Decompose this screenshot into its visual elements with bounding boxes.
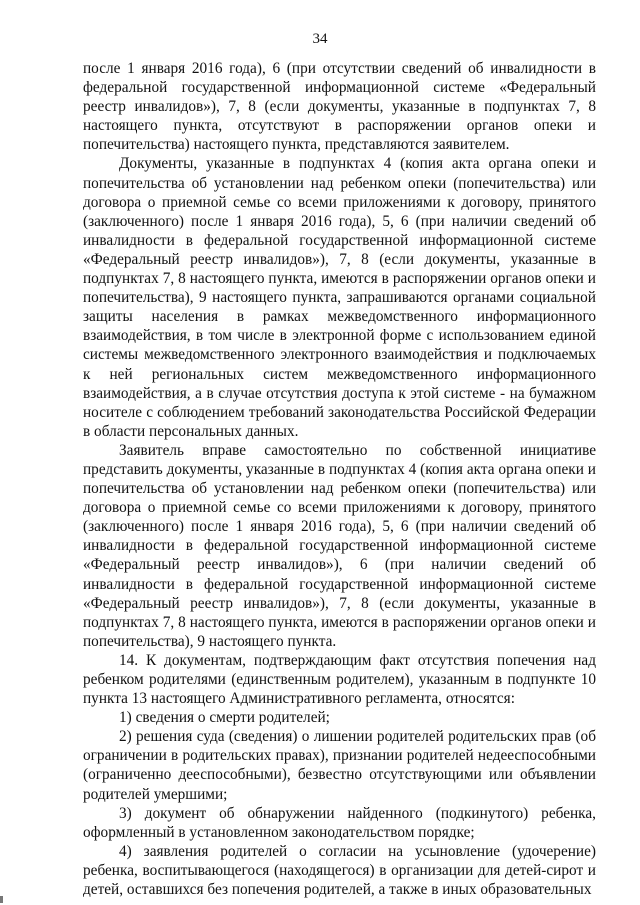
paragraph-applicant-right: Заявитель вправе самостоятельно по собственной инициативе представить документы, указанные в подпунктах 4 (копия акта органа опеки и попечительства об установлении над ребенком опеки (попечительства) или договора о приемной семье со всеми приложениями к договору, принятого (заключенного) после 1 января 2016 года), 5, 6 (при наличии сведений об инвалидности в федеральной государственной информационной системе «Федеральный реестр инвалидов»), 6 (при наличии сведений об инвалидности в федеральной государственной информационной системе «Федеральный реестр инвалидов»), 7, 8 (если документы, указанные в подпунктах 7, 8 настоящего пункта, имеются в распоряжении органов опеки и попечительства), 9 настоящего пункта. (83, 441, 596, 650)
paragraph-clause-14: 14. К документам, подтверждающим факт отсутствия попечения над ребенком родителями (единственным родителем), указанным в подпункте 10 пункта 13 настоящего Административного регламента, относятся: (83, 651, 596, 708)
list-item-4: 4) заявления родителей о согласии на усыновление (удочерение) ребенка, воспитывающегося (находящегося) в организации для детей-сирот и детей, оставшихся без попечения родителей, а также в иных образовательных (83, 842, 596, 899)
paragraph-continuation: после 1 января 2016 года), 6 (при отсутствии сведений об инвалидности в федеральной государственной информационной системе «Федеральный реестр инвалидов»), 7, 8 (если документы, указанные в подпунктах 7, 8 настоящего пункта, отсутствуют в распоряжении органов опеки и попечительства) настоящего пункта, представляются заявителем. (83, 60, 596, 154)
page-number: 34 (312, 31, 328, 47)
scan-artifact (0, 896, 3, 903)
paragraph-documents-requested: Документы, указанные в подпунктах 4 (копия акта органа опеки и попечительства об установлении над ребенком опеки (попечительства) или договора о приемной семье со всеми приложениями к договору, принятого (заключенного) после 1 января 2016 года), 5, 6 (при наличии сведений об инвалидности в федеральной государственной информационной системе «Федеральный реестр инвалидов»), 7, 8 (если документы, указанные в подпунктах 7, 8 настоящего пункта, имеются в распоряжении органов опеки и попечительства), 9 настоящего пункта, запрашиваются органами социальной защиты населения в рамках межведомственного информационного взаимодействия, в том числе в электронной форме с использованием единой системы межведомственного электронного взаимодействия и подключаемых к ней региональных систем межведомственного информационного взаимодействия, а в случае отсутствия доступа к этой системе - на бумажном носителе с соблюдением требований законодательства Российской Федерации в области персональных данных. (83, 155, 596, 440)
list-item-3: 3) документ об обнаружении найденного (подкинутого) ребенка, оформленный в установленном законодательством порядке; (83, 804, 596, 841)
list-item-2: 2) решения суда (сведения) о лишении родителей родительских прав (об ограничении в родительских правах), признании родителей недееспособными (ограниченно дееспособными), безвестно отсутствующими или объявлении родителей умершими; (83, 728, 596, 803)
document-body (83, 59, 596, 899)
list-item-1: 1) сведения о смерти родителей; (119, 709, 330, 727)
